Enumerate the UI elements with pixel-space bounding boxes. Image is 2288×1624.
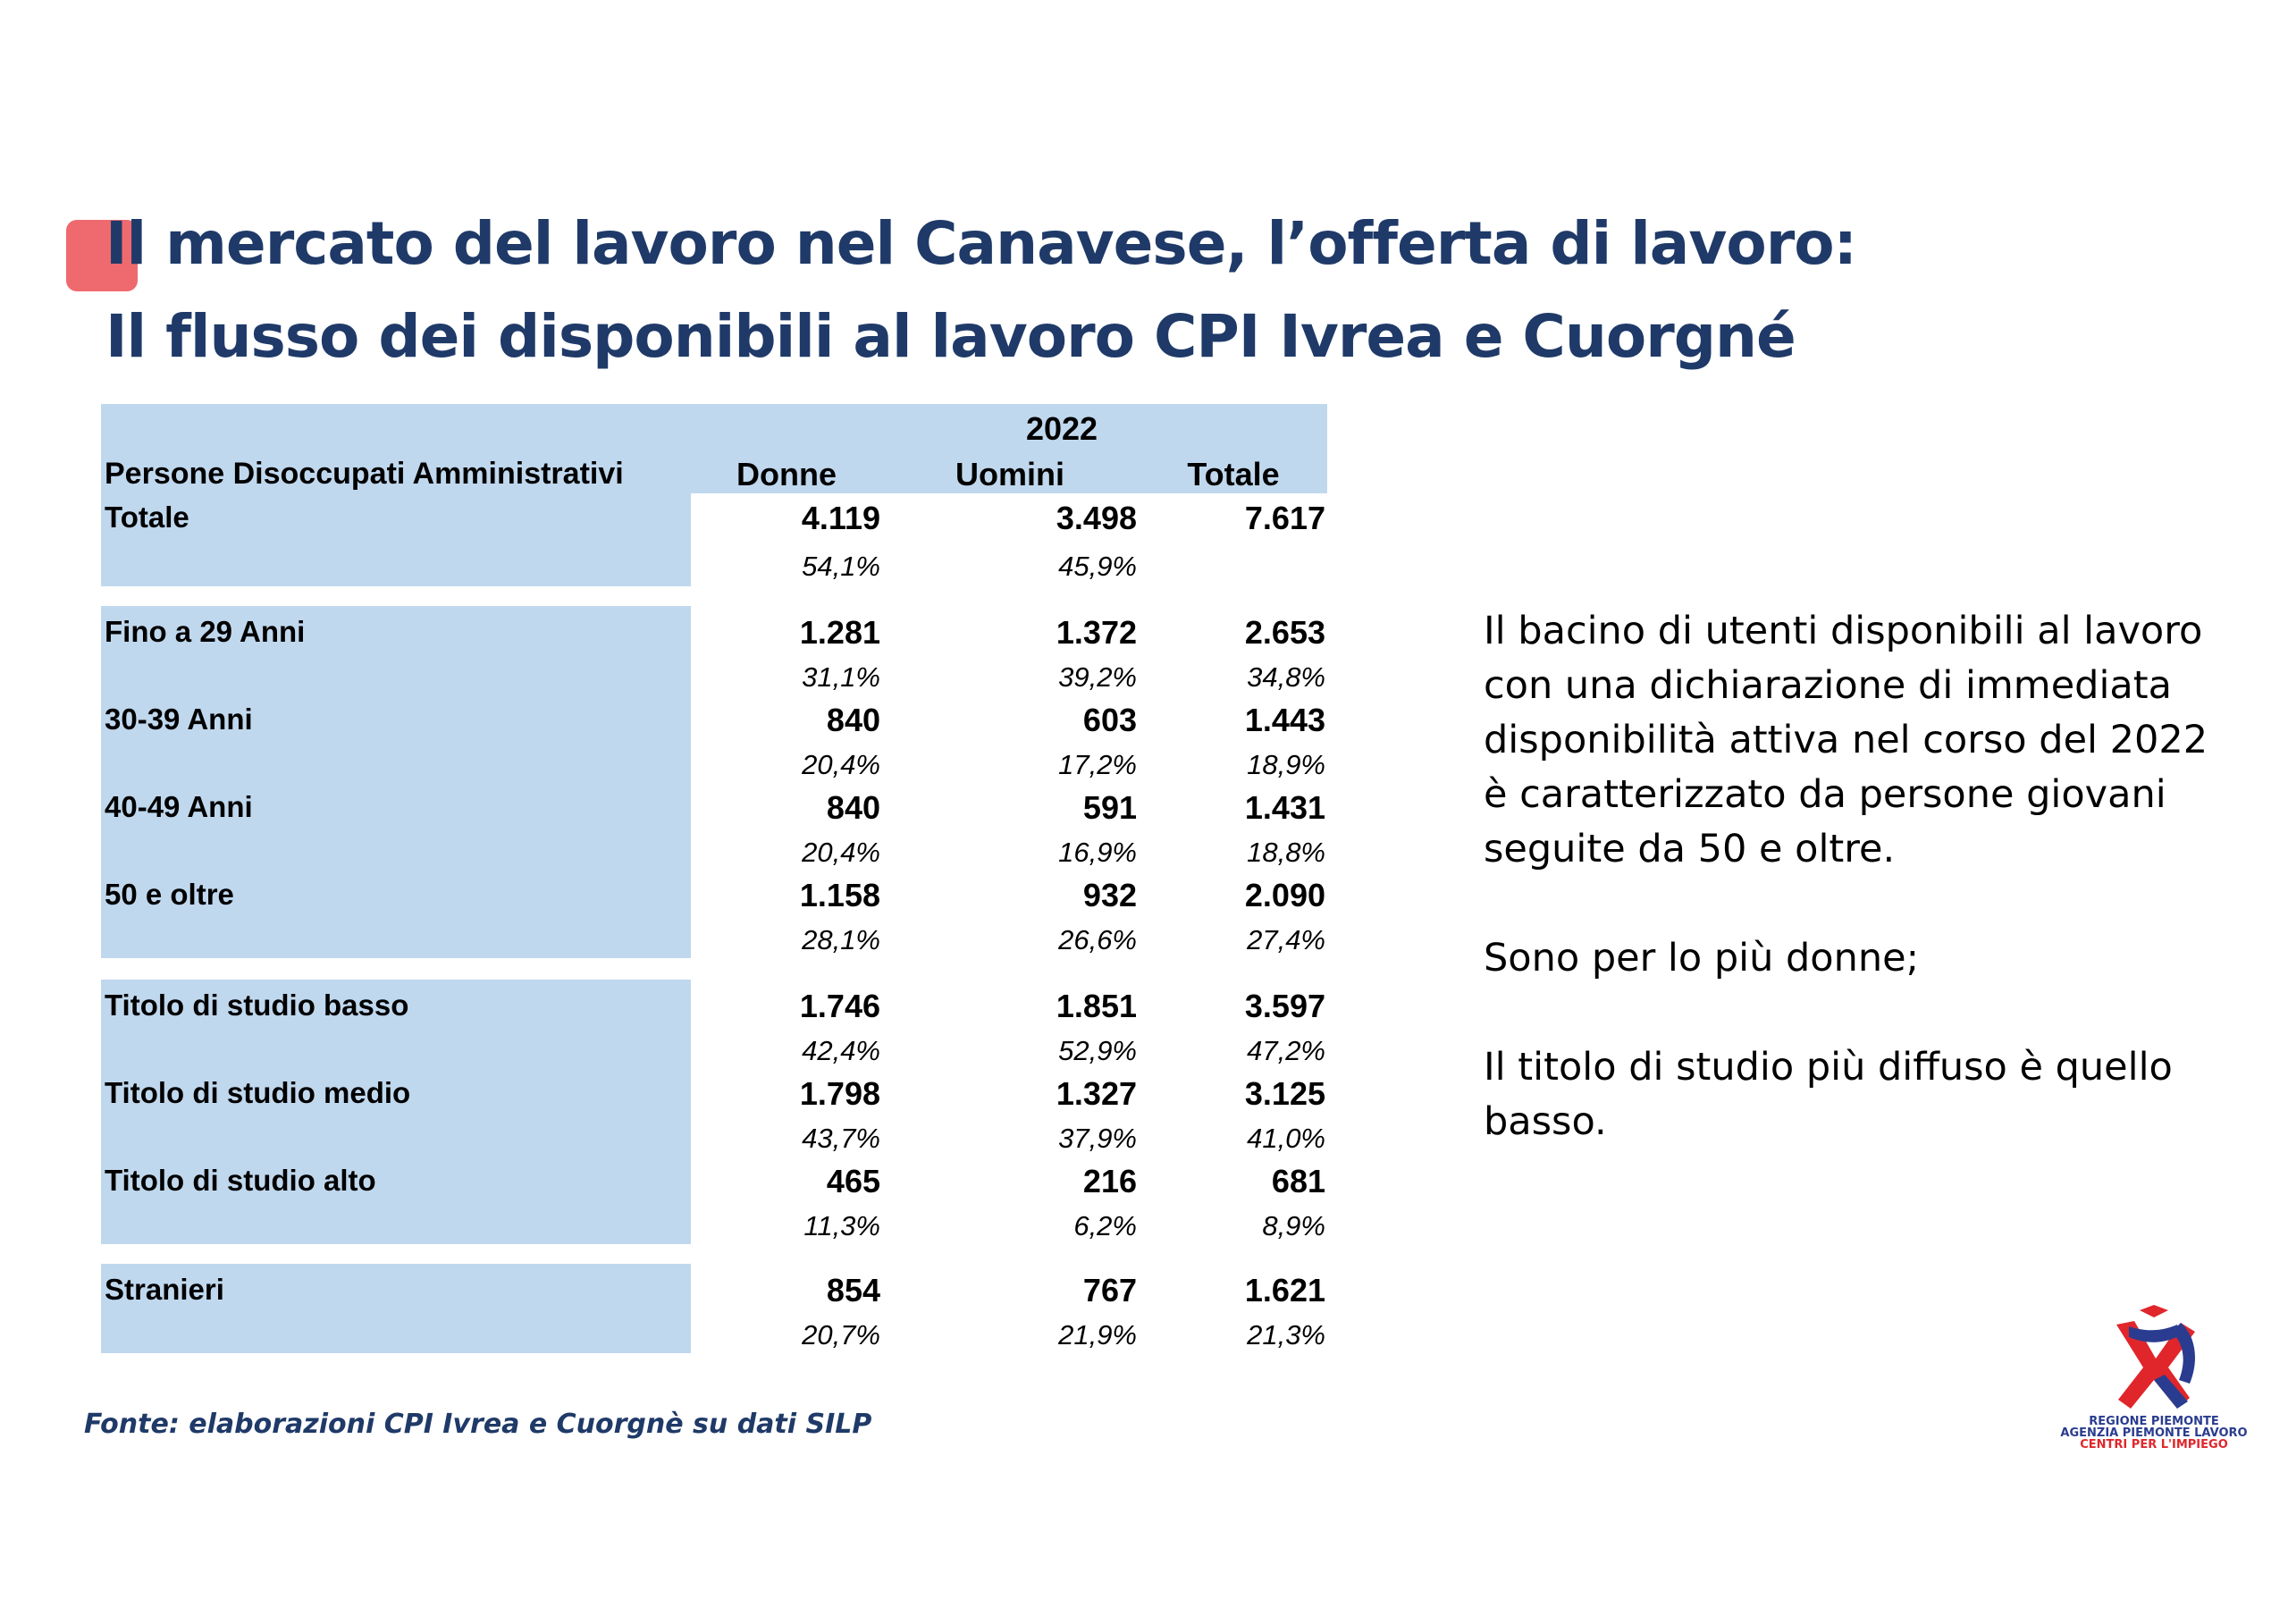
cell-donne: 465: [826, 1163, 880, 1199]
cell-totale: 681: [1271, 1163, 1325, 1199]
cell-totale-pct: 21,3%: [1247, 1319, 1325, 1351]
cell-uomini: 603: [1082, 702, 1137, 738]
cell-totale-pct: 18,8%: [1247, 837, 1325, 868]
cell-uomini-pct: 21,9%: [1058, 1319, 1137, 1351]
cell-totale: 3.597: [1244, 988, 1325, 1024]
row-label: Titolo di studio basso: [105, 989, 409, 1022]
cell-donne-pct: 43,7%: [802, 1123, 880, 1154]
cell-donne-pct: 54,1%: [802, 551, 880, 582]
source-note: Fonte: elaborazioni CPI Ivrea e Cuorgnè su dati SILP: [84, 1409, 872, 1440]
page-title-line-1: Il mercato del lavoro nel Canavese, l’offerta di lavoro:: [105, 209, 1856, 278]
cell-donne-pct: 20,4%: [802, 837, 880, 868]
cell-uomini: 767: [1082, 1272, 1137, 1308]
cell-uomini: 216: [1082, 1163, 1137, 1199]
commentary-paragraph-1: Il bacino di utenti disponibili al lavoro con una dichiarazione di immediata disponibilità attiva nel corso del 2022 è caratterizzato da persone giovani seguite da 50 e oltre.: [1484, 609, 2208, 871]
cell-donne: 840: [826, 789, 880, 826]
column-header-donne: Donne: [736, 456, 837, 492]
cell-totale: 2.653: [1244, 614, 1325, 651]
cell-uomini: 932: [1082, 877, 1137, 913]
table-band-header-totale: [101, 404, 691, 586]
cell-donne-pct: 20,7%: [802, 1319, 880, 1351]
column-header-uomini: Uomini: [955, 456, 1064, 492]
cell-uomini: 3.498: [1056, 500, 1137, 536]
table-year-header: 2022: [1025, 410, 1098, 447]
cell-uomini-pct: 39,2%: [1058, 661, 1137, 693]
cell-donne: 840: [826, 702, 880, 738]
page-title-line-2: Il flusso dei disponibili al lavoro CPI Ivrea e Cuorgné: [105, 302, 1796, 371]
cell-donne: 854: [826, 1272, 880, 1308]
commentary-text: [1484, 604, 2234, 1149]
cell-totale-pct: 18,9%: [1247, 749, 1325, 780]
cell-donne: 1.158: [799, 877, 880, 913]
row-label: 40-49 Anni: [105, 790, 253, 823]
cell-uomini-pct: 17,2%: [1058, 749, 1137, 780]
cell-uomini: 1.372: [1056, 614, 1137, 651]
row-label: Titolo di studio medio: [105, 1076, 411, 1109]
logo-line-3: CENTRI PER L'IMPIEGO: [2080, 1438, 2228, 1452]
cell-totale-pct: 34,8%: [1247, 661, 1325, 693]
cell-uomini-pct: 26,6%: [1058, 924, 1137, 955]
cell-uomini: 591: [1082, 789, 1137, 826]
cell-uomini-pct: 6,2%: [1073, 1210, 1137, 1241]
cell-uomini-pct: 16,9%: [1058, 837, 1137, 868]
commentary-paragraph-3: Il titolo di studio più diffuso è quello basso.: [1484, 1045, 2173, 1144]
cell-donne: 1.746: [799, 988, 880, 1024]
logo-figure-icon: [2047, 1305, 2261, 1412]
cell-totale: 1.443: [1244, 702, 1325, 738]
cell-donne-pct: 28,1%: [802, 924, 880, 955]
cell-totale: 1.431: [1244, 789, 1325, 826]
cell-totale: 7.617: [1244, 500, 1325, 536]
cell-totale: 3.125: [1244, 1075, 1325, 1112]
cell-totale-pct: 41,0%: [1247, 1123, 1325, 1154]
cell-donne: 1.798: [799, 1075, 880, 1112]
row-label: Stranieri: [105, 1273, 224, 1306]
commentary-paragraph-2: Sono per lo più donne;: [1484, 936, 1920, 980]
column-header-totale: Totale: [1187, 456, 1280, 492]
cell-donne-pct: 42,4%: [802, 1035, 880, 1066]
cell-totale-pct: 47,2%: [1247, 1035, 1325, 1066]
cell-totale-pct: 27,4%: [1247, 924, 1325, 955]
cell-totale-pct: 8,9%: [1262, 1210, 1325, 1241]
cell-donne-pct: 31,1%: [802, 661, 880, 693]
cell-totale: 1.621: [1244, 1272, 1325, 1308]
cell-uomini-pct: 45,9%: [1058, 551, 1137, 582]
row-label: 50 e oltre: [105, 878, 234, 911]
row-label: Totale: [105, 501, 189, 534]
cell-uomini-pct: 52,9%: [1058, 1035, 1137, 1066]
cell-donne-pct: 11,3%: [803, 1210, 880, 1241]
row-label: Titolo di studio alto: [105, 1164, 376, 1197]
logo-line-1: REGIONE PIEMONTE: [2089, 1415, 2219, 1428]
table-row-header: Persone Disoccupati Amministrativi: [105, 457, 624, 491]
regione-piemonte-logo: [2047, 1305, 2261, 1452]
cell-uomini: 1.851: [1056, 988, 1137, 1024]
cell-totale: 2.090: [1244, 877, 1325, 913]
row-label: Fino a 29 Anni: [105, 615, 306, 648]
logo-line-2: AGENZIA PIEMONTE LAVORO: [2060, 1426, 2248, 1440]
cell-donne: 1.281: [799, 614, 880, 651]
cell-donne-pct: 20,4%: [802, 749, 880, 780]
row-label: 30-39 Anni: [105, 703, 253, 736]
cell-uomini: 1.327: [1056, 1075, 1137, 1112]
cell-donne: 4.119: [801, 500, 880, 536]
cell-uomini-pct: 37,9%: [1058, 1123, 1137, 1154]
